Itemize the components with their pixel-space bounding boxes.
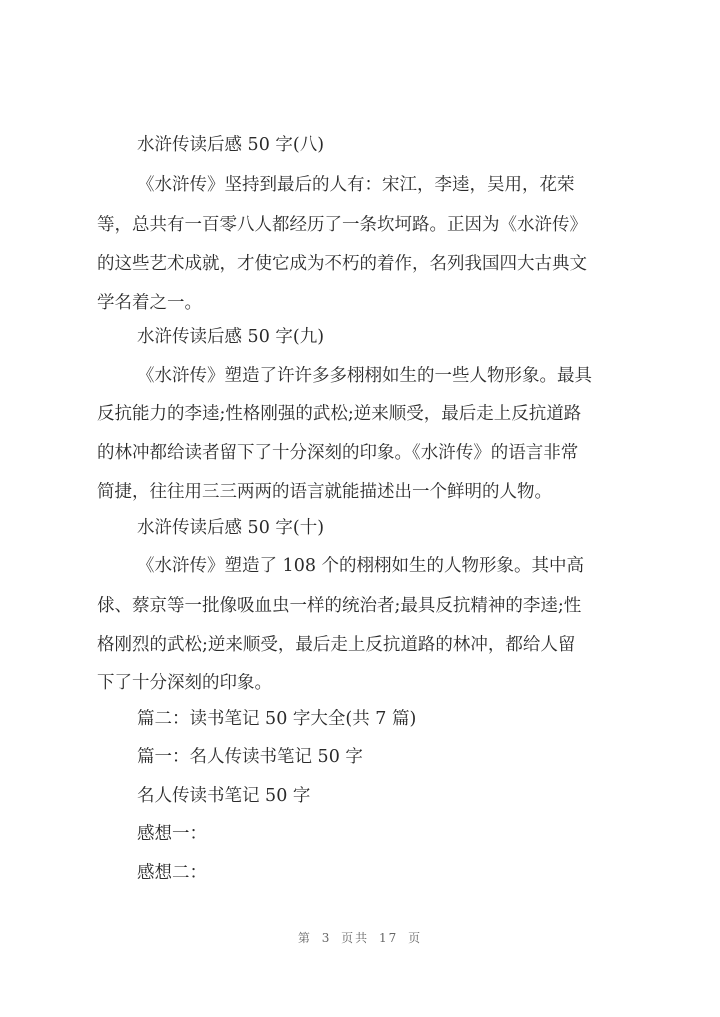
paragraph-line: 《水浒传》坚持到最后的人有：宋江，李逵，吴用，花荣 <box>137 175 575 195</box>
paragraph-line: 学名着之一。 <box>97 293 202 313</box>
feeling-two: 感想二： <box>137 863 207 883</box>
paragraph-line: 反抗能力的李逵;性格刚强的武松;逆来顺受，最后走上反抗道路 <box>97 404 582 424</box>
part2-heading: 篇二：读书笔记 50 字大全(共 7 篇) <box>137 709 417 729</box>
section-heading-8: 水浒传读后感 50 字(八) <box>137 135 325 155</box>
paragraph-line: 的林冲都给读者留下了十分深刻的印象。《水浒传》的语言非常 <box>97 443 579 463</box>
page-number-footer: 第 3 页共 17 页 <box>297 931 423 945</box>
paragraph-line: 格刚烈的武松;逆来顺受，最后走上反抗道路的林冲，都给人留 <box>97 635 576 655</box>
subtitle: 名人传读书笔记 50 字 <box>137 786 311 806</box>
paragraph-line: 俅、蔡京等一批像吸血虫一样的统治者;最具反抗精神的李逵;性 <box>97 596 582 616</box>
paragraph-line: 的这些艺术成就，才使它成为不朽的着作，名列我国四大古典文 <box>97 254 587 274</box>
paragraph-line: 等，总共有一百零八人都经历了一条坎坷路。正因为《水浒传》 <box>97 215 587 235</box>
part1-heading: 篇一：名人传读书笔记 50 字 <box>137 747 363 767</box>
paragraph-line: 简捷，往往用三三两两的语言就能描述出一个鲜明的人物。 <box>97 482 552 502</box>
paragraph-line: 下了十分深刻的印象。 <box>97 673 272 693</box>
paragraph-line: 《水浒传》塑造了许许多多栩栩如生的一些人物形象。最具 <box>137 366 592 386</box>
feeling-one: 感想一： <box>137 824 207 844</box>
section-heading-10: 水浒传读后感 50 字(十) <box>137 518 325 538</box>
section-heading-9: 水浒传读后感 50 字(九) <box>137 327 325 347</box>
paragraph-line: 《水浒传》塑造了 108 个的栩栩如生的人物形象。其中高 <box>137 556 585 576</box>
